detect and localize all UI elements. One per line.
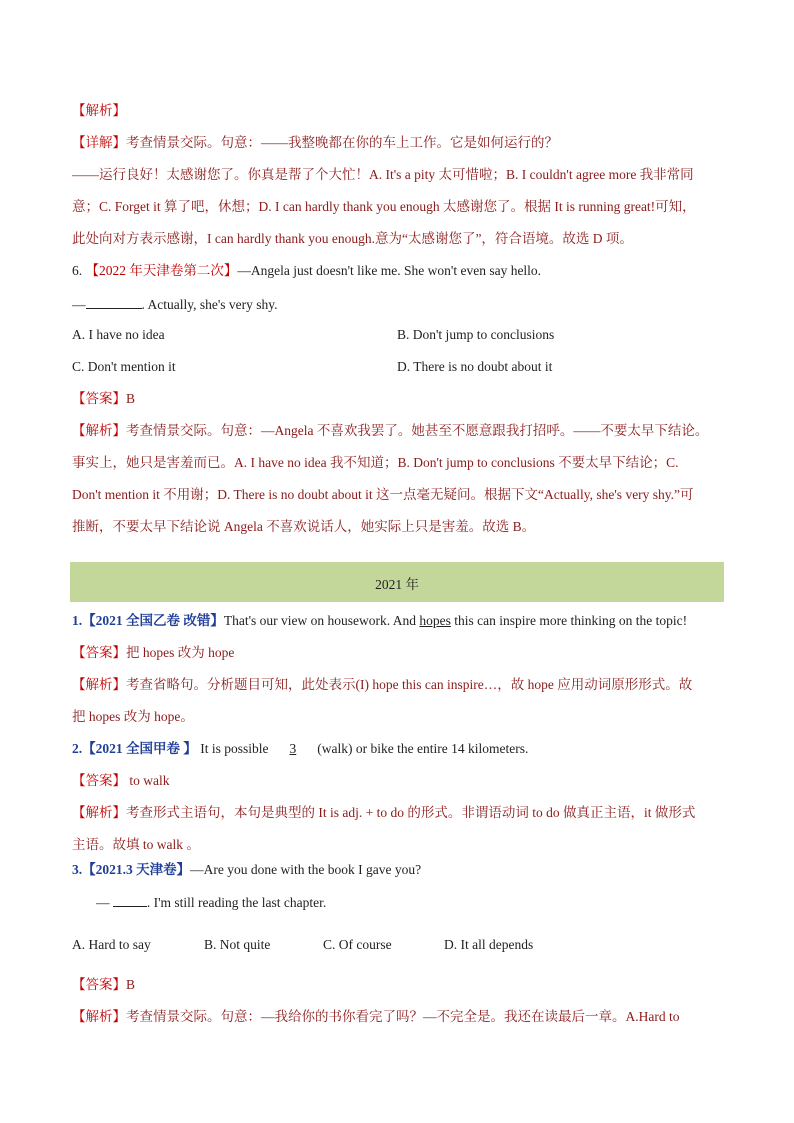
q3-dash: — bbox=[96, 895, 113, 910]
q1-answer-line bbox=[72, 644, 724, 662]
q6-jiexi-line-3: Don't mention it 不用谢；D. There is no doubt about it 这一点毫无疑问。根据下文“Actually, she's very shy.”可 bbox=[72, 487, 694, 502]
q2-jiexi-line-1 bbox=[72, 804, 724, 822]
q1-answer-label: 【答案】 bbox=[72, 645, 126, 660]
q6-question-line bbox=[72, 262, 724, 280]
xiangjie-label: 【详解】 bbox=[72, 135, 126, 150]
q2-jiexi-line-2: 主语。故填 to walk 。 bbox=[72, 837, 200, 852]
q6-response-rest: . Actually, she's very shy. bbox=[141, 297, 278, 312]
q3-answer-line bbox=[72, 976, 724, 994]
q3-answer: B bbox=[126, 977, 136, 992]
q6-dash: — bbox=[72, 297, 86, 312]
q2-text-post: (walk) or bike the entire 14 kilometers. bbox=[313, 741, 529, 756]
q1-source-tag: 【2021 全国乙卷 改错】 bbox=[82, 613, 224, 628]
q3-source-tag: 【2021.3 天津卷】 bbox=[82, 862, 191, 877]
q2-number: 2. bbox=[72, 741, 83, 756]
q6-number: 6. bbox=[72, 263, 83, 278]
q3-jiexi-line-1 bbox=[72, 1008, 724, 1026]
q6-answer: B bbox=[126, 391, 136, 406]
q1-text-pre: That's our view on housework. And bbox=[223, 613, 420, 628]
q3-option-d: D. It all depends bbox=[444, 937, 534, 952]
explanation-line-4: 意；C. Forget it 算了吧，休想；D. I can hardly thank you enough 太感谢您了。根据 It is running great!可知， bbox=[72, 199, 696, 214]
q2-answer-label: 【答案】 bbox=[72, 773, 126, 788]
q2-question-line bbox=[72, 740, 724, 758]
q3-jiexi-label: 【解析】 bbox=[72, 1009, 126, 1024]
q6-jiexi-line-4: 推断，不要太早下结论说 Angela 不喜欢说话人，她实际上只是害羞。故选 B。 bbox=[72, 519, 536, 534]
q2-blank-number: 3 bbox=[289, 741, 297, 756]
q1-jiexi-line-1 bbox=[72, 676, 724, 694]
q6-answer-line bbox=[72, 390, 724, 408]
q1-answer: 把 hopes 改为 hope bbox=[126, 645, 235, 660]
q3-jiexi-text-1: 考查情景交际。句意：—我给你的书你看完了吗？—不完全是。我还在读最后一章。A.Hard to bbox=[126, 1009, 680, 1024]
jiexi-heading bbox=[72, 102, 724, 120]
q3-option-b: B. Not quite bbox=[204, 937, 271, 952]
q2-jiexi-text-1: 考查形式主语句，本句是典型的 It is adj. + to do 的形式。非谓语动词 to do 做真正主语，it 做形式 bbox=[126, 805, 696, 820]
q3-question-line bbox=[72, 861, 724, 879]
q2-answer: to walk bbox=[126, 773, 170, 788]
q3-response-line bbox=[96, 892, 748, 912]
q6-option-a: A. I have no idea bbox=[72, 327, 165, 342]
q1-jiexi-label: 【解析】 bbox=[72, 677, 126, 692]
q1-jiexi-line-2: 把 hopes 改为 hope。 bbox=[72, 709, 194, 724]
jiexi-label: 【解析】 bbox=[72, 103, 126, 118]
q6-jiexi-label: 【解析】 bbox=[72, 423, 126, 438]
q6-blank bbox=[86, 294, 142, 309]
q1-underlined-word: hopes bbox=[419, 613, 451, 628]
section-band-2021 bbox=[70, 562, 724, 602]
q6-option-d: D. There is no doubt about it bbox=[397, 359, 553, 374]
q6-source-tag: 【2022 年天津卷第二次】 bbox=[85, 263, 238, 278]
q6-answer-label: 【答案】 bbox=[72, 391, 126, 406]
q3-blank bbox=[113, 892, 147, 907]
q6-jiexi-line-2: 事实上，她只是害羞而已。A. I have no idea 我不知道；B. Don't jump to conclusions 不要太早下结论；C. bbox=[72, 455, 679, 470]
q1-text-post: this can inspire more thinking on the topic! bbox=[450, 613, 688, 628]
explanation-line-3: ——运行良好！太感谢您了。你真是帮了个大忙！A. It's a pity 太可惜啦；B. I couldn't agree more 我非常同 bbox=[72, 167, 694, 182]
q3-number: 3. bbox=[72, 862, 83, 877]
q6-option-c: C. Don't mention it bbox=[72, 359, 176, 374]
q2-answer-line bbox=[72, 772, 724, 790]
q6-option-b: B. Don't jump to conclusions bbox=[397, 327, 555, 342]
q3-question: —Are you done with the book I gave you? bbox=[190, 862, 422, 877]
explanation-line-5: 此处向对方表示感谢，I can hardly thank you enough.意为“太感谢您了”，符合语境。故选 D 项。 bbox=[72, 231, 633, 246]
q2-jiexi-label: 【解析】 bbox=[72, 805, 126, 820]
xiangjie-text: 考查情景交际。句意：——我整晚都在你的车上工作。它是如何运行的？ bbox=[126, 135, 558, 150]
q1-jiexi-text-1: 考查省略句。分析题目可知，此处表示(I) hope this can inspire…，故 hope 应用动词原形形式。故 bbox=[126, 677, 693, 692]
q3-option-c: C. Of course bbox=[323, 937, 392, 952]
q6-jiexi-line-1 bbox=[72, 422, 724, 440]
q3-response-rest: . I'm still reading the last chapter. bbox=[146, 895, 327, 910]
q6-question: —Angela just doesn't like me. She won't even say hello. bbox=[237, 263, 542, 278]
q6-response-line bbox=[72, 294, 724, 314]
q1-question-line bbox=[72, 612, 724, 630]
q3-option-a: A. Hard to say bbox=[72, 937, 151, 952]
q3-answer-label: 【答案】 bbox=[72, 977, 126, 992]
q2-text-pre: It is possible bbox=[196, 741, 272, 756]
section-title: 2021 年 bbox=[375, 577, 419, 592]
q1-number: 1. bbox=[72, 613, 83, 628]
q2-source-tag: 【2021 全国甲卷 】 bbox=[82, 741, 197, 756]
xiangjie-line bbox=[72, 134, 724, 152]
q6-jiexi-text-1: 考查情景交际。句意：—Angela 不喜欢我罢了。她甚至不愿意跟我打招呼。——不要太早下结论。 bbox=[126, 423, 709, 438]
